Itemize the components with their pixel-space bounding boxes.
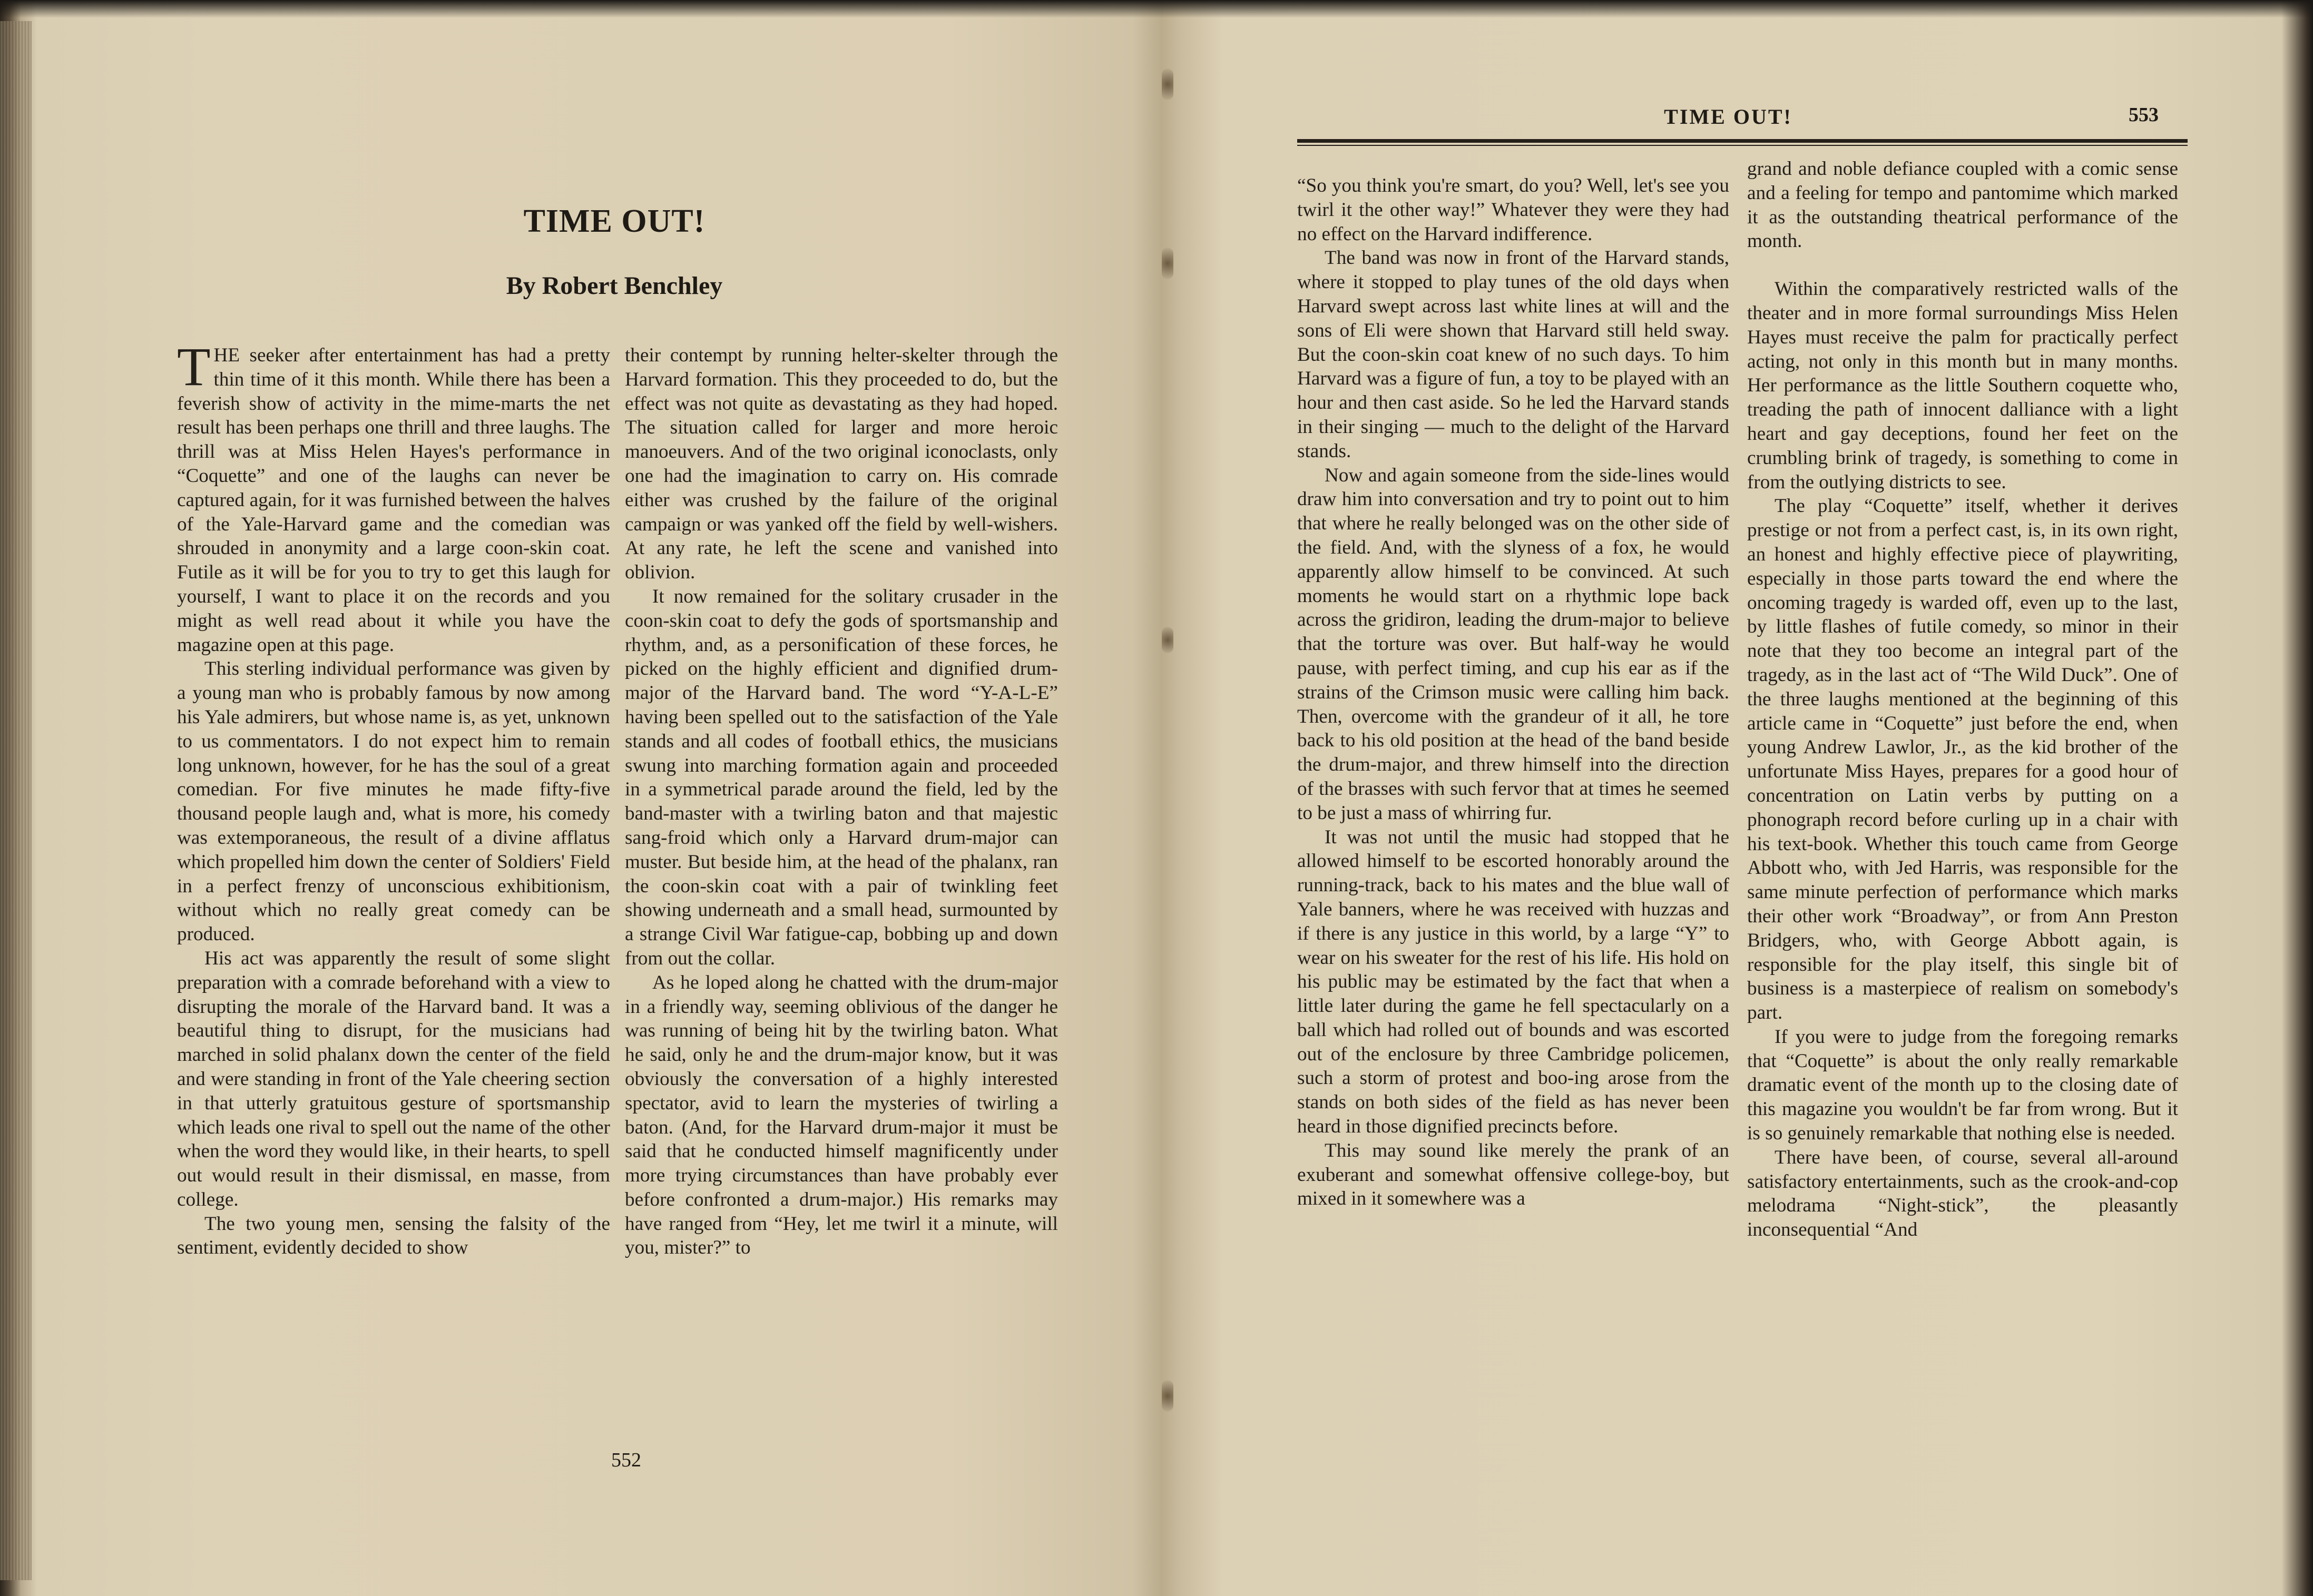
running-head: TIME OUT! [1664, 105, 1792, 129]
paragraph: grand and noble defiance coupled with a comic sense and a feeling for tempo and pantomime which marked it as the outstanding theatrical performance of the month. [1747, 158, 2178, 252]
paragraph: The band was now in front of the Harvard stands, where it stopped to play tunes of the old days when Harvard swept across last white lines at will and the sons of Eli were shown that Harvard still held sway. But the coon-skin coat knew of no such days. To him Harvard was a figure of fun, a toy to be played with an hour and then cast aside. So he led the Harvard stands in their singing — much to the delight of the Harvard stands. [1297, 247, 1729, 462]
paragraph: His act was apparently the result of some slight preparation with a comrade beforehand with a view to disrupting the morale of the Harvard band. It was a beautiful thing to disrupt, for the musicians had marched in solid phalanx down the center of the field and were standing in front of the Yale cheering section in that utterly gratuitous gesture of sportsmanship which leads one rival to spell out the name of the other when the word they would like, in their hearts, to spell out would result in their dismissal, en masse, from college. [177, 947, 610, 1210]
paragraph: THE seeker after entertainment has had a pretty thin time of it this month. While there has been a feverish show of activity in the mime-marts the net result has been perhaps one thrill and three laughs. The thrill was at Miss Helen Hayes's performance in “Coquette” and one of the laughs can never be captured again, for it was furnished between the halves of the Yale-Harvard game and the comedian was shrouded in anonymity and a large coon-skin coat. Futile as it will be for you to try to get this laugh for yourself, I want to place it on the records and you might as well read about it while you have the magazine open at this page. [177, 337, 610, 656]
binding-hole [1162, 248, 1173, 279]
paragraph: Within the comparatively restricted walls of the theater and in more formal surroundings Miss Helen Hayes must receive the palm for practically perfect acting, not only in this month but in many months. Her performance as the little Southern coquette who, treading the path of innocent dalliance with a light heart and gay deceptions, found her feet on the crumbling brink of tragedy, is something to come in from the outlying districts to see. [1747, 278, 2178, 493]
paragraph: This may sound like merely the prank of an exuberant and somewhat offensive college-boy, but mixed in it somewhere was a [1297, 1139, 1729, 1210]
binding-hole [1162, 627, 1173, 653]
drop-cap: T [177, 337, 211, 397]
paragraph: The two young men, sensing the falsity of the sentiment, evidently decided to show [177, 1213, 610, 1259]
binding-hole [1162, 1380, 1173, 1412]
header-rule [1297, 139, 2188, 143]
left-column-2 [625, 343, 1058, 1260]
right-column-2 [1747, 157, 2178, 1242]
paragraph: “So you think you're smart, do you? Well, let's see you twirl it the other way!” Whatever they were they had no effect on the Harvard indifference. [1297, 175, 1729, 245]
article-title: TIME OUT! [523, 203, 705, 239]
page-number-left: 552 [611, 1449, 641, 1471]
paragraph: There have been, of course, several all-around satisfactory entertainments, such as the crook-and-cop melodrama “Night-stick”, the pleasantly inconsequential “And [1747, 1146, 2178, 1241]
byline: By Robert Benchley [506, 272, 723, 300]
paragraph: It was not until the music had stopped that he allowed himself to be escorted honorably around the running-track, back to his mates and the blue wall of Yale banners, where he was received with huzzas and if there is any justice in this world, by a large “Y” to wear on his sweater for the rest of his life. His hold on his public may be estimated by the fact that when a little later during the game he fell spectacularly on a ball which had rolled out of bounds and was escorted out of the enclosure by three Cambridge policemen, such a storm of protest and boo-ing arose from the stands on both sides of the field as has never been heard in those dignified precincts before. [1297, 826, 1729, 1138]
paragraph: If you were to judge from the foregoing remarks that “Coquette” is about the only really remarkable dramatic event of the month up to the closing date of this magazine you wouldn't be far from wrong. But it is so genuinely remarkable that nothing else is needed. [1747, 1026, 2178, 1145]
page-number-right: 553 [2129, 104, 2159, 126]
paragraph: It now remained for the solitary crusader in the coon-skin coat to defy the gods of sportsmanship and rhythm, and, as a personification of these forces, he picked on the highly efficient and dignified drum-major of the Harvard band. The word “Y-A-L-E” having been spelled out to the satisfaction of the Yale stands and all codes of football ethics, the musicians swung into marching formation again and proceeded in a symmetrical parade around the field, led by the band-master with a twirling baton and that majestic sang-froid which only a Harvard drum-major can muster. But beside him, at the head of the phalanx, ran the coon-skin coat with a pair of twinkling feet showing underneath and a small head, surmounted by a strange Civil War fatigue-cap, bobbing up and down from out the collar. [625, 585, 1058, 969]
paragraph: their contempt by running helter-skelter through the Harvard formation. This they proceeded to do, but the effect was not quite as devastating as they had hoped. The situation called for larger and more heroic manoeuvers. And of the two original iconoclasts, only one had the imagination to carry on. His comrade either was crushed by the failure of the original campaign or was yanked off the field by well-wishers. At any rate, he left the scene and vanished into oblivion. [625, 344, 1058, 584]
right-column-1 [1297, 174, 1729, 1211]
paragraph: As he loped along he chatted with the drum-major in a friendly way, seeming oblivious of the danger he was running of being hit by the twirling baton. What he said, only he and the drum-major know, but it was obviously the conversation of a highly interested spectator, avid to learn the mysteries of twirling a baton. (And, for the Harvard drum-major it must be said that he conducted himself magnificently under more trying circumstances than have probably ever before confronted a drum-major.) His remarks may have ranged from “Hey, let me twirl it a minute, will you, mister?” to [625, 971, 1058, 1259]
left-column-1 [177, 337, 610, 1260]
paragraph: The play “Coquette” itself, whether it derives prestige or not from a perfect cast, is, in its own right, an honest and highly effective piece of playwriting, especially in those parts toward the end where the oncoming tragedy is warded off, even up to the last, by little flashes of futile comedy, so minor in their note that they too become an integral part of the tragedy, as in the last act of “The Wild Duck”. One of the three laughs mentioned at the beginning of this article came in “Coquette” just before the end, when young Andrew Lawlor, Jr., as the kid brother of the unfortunate Miss Hayes, prepares for a good hour of concentration on Latin verbs by putting on a phonograph record before curling up in a chair with his text-book. Whether this touch came from George Abbott who, with Jed Harris, was responsible for the same minute perfection of performance which marks their other work “Broadway”, or from Ann Preston Bridgers, who, with George Abbott again, is responsible for the play itself, this single bit of business is a masterpiece of realism on somebody's part. [1747, 495, 2178, 1024]
binding-hole [1162, 68, 1173, 100]
paragraph: Now and again someone from the side-lines would draw him into conversation and try to point out to him that where he really belonged was on the other side of the field. And, with the slyness of a fox, he would apparently allow himself to be convinced. At such moments he would start on a rhythmic lope back across the gridiron, leading the drum-major to believe that the torture was over. But half-way he would pause, with perfect timing, and cup his ear as if the strains of the Crimson music were calling him back. Then, overcome with the grandeur of it all, he tore back to his old position at the head of the band beside the drum-major, and threw himself into the direction of the brasses with such fervor that at times he seemed to be just a mass of whirring fur. [1297, 464, 1729, 824]
page-edges [0, 21, 32, 1580]
paragraph: This sterling individual performance was given by a young man who is probably famous by now among his Yale admirers, but whose name is, as yet, unknown to us commentators. I do not expect him to remain long unknown, however, for he has the soul of a great comedian. For five minutes he made fifty-five thousand people laugh and, what is more, his comedy was extemporaneous, the result of a divine afflatus which propelled him down the center of Soldiers' Field in a perfect frenzy of unconscious exhibitionism, without which no really great comedy can be produced. [177, 658, 610, 945]
